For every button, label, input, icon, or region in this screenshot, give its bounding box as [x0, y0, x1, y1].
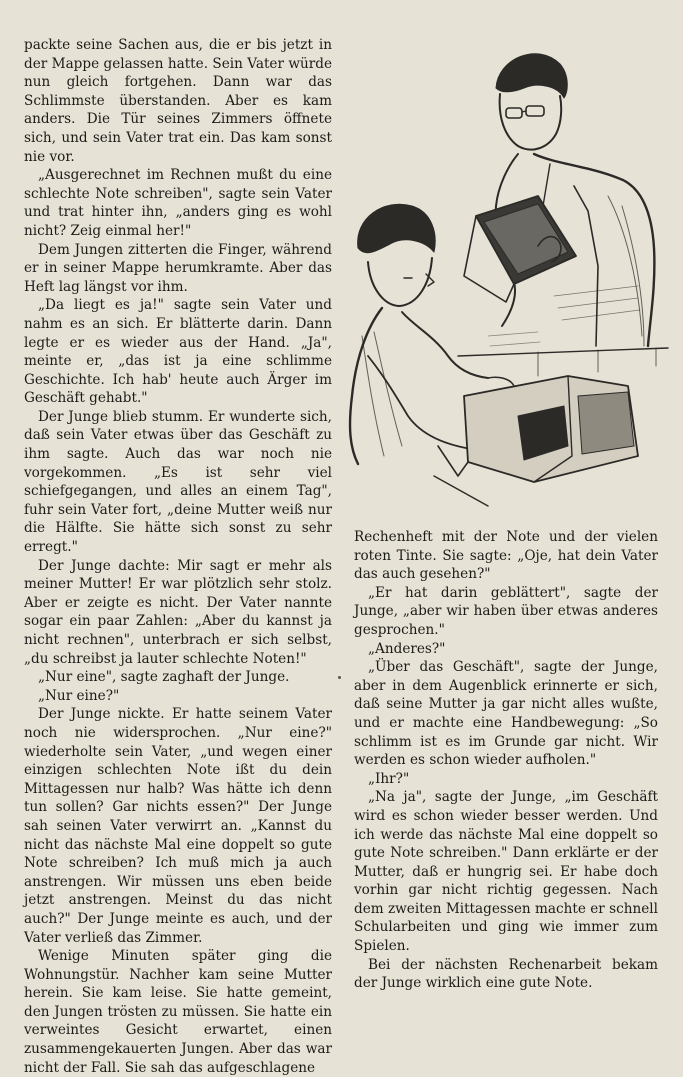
paragraph: Bei der nächsten Rechenarbeit bekam der Junge wirklich eine gute Note.: [354, 956, 658, 992]
paragraph: Der Junge blieb stumm. Er wunderte sich, daß sein Vater etwas über das Geschäft zu ihm sagte. Auch das war noch nie vorgekommen. „Es ist sehr viel schiefgegangen, und alles an einem Tag", fuhr sein Vater fort, „deine Mutter weiß nur die Hälfte. Sie hätte sich sonst zu sehr erregt.": [24, 408, 332, 556]
paragraph: „Ihr?": [368, 770, 410, 787]
paragraph: Dem Jungen zitterten die Finger, während er in seiner Mappe herumkramte. Aber das Heft lag längst vor ihm.: [24, 241, 332, 295]
left-text-column: [24, 36, 332, 1077]
paragraph: „Nur eine?": [38, 687, 120, 704]
paragraph: Wenige Minuten später ging die Wohnungstür. Nachher kam seine Mutter herein. Sie kam leise. Sie hatte gemeint, den Jungen trösten zu müssen. Sie hatte ein verweintes Gesicht erwartet, einen zusammengekauerten Jungen. Aber das war nicht der Fall. Sie sah das aufgeschlagene: [24, 948, 332, 1076]
paragraph: „Über das Geschäft", sagte der Junge, aber in dem Augenblick erinnerte er sich, daß seine Mutter ja gar nicht alles wußte, und er machte eine Handbewegung: „So schlimm ist es im Grunde gar nicht. Wir werden es schon wieder aufholen.": [354, 659, 658, 769]
paragraph: Der Junge nickte. Er hatte seinem Vater noch nie widersprochen. „Nur eine?" wiederholte sein Vater, „und wegen einer einzigen schlechten Note ißt du dein Mittagessen nur halb? Was hätte ich denn tun sollen? Gar nichts essen?" Der Junge sah seinen Vater verwirrt an. „Kannst du nicht das nächste Mal eine doppelt so gute Note schreiben? Ich muß mich ja auch anstrengen. Wir müssen uns eben beide jetzt anstrengen. Meinst du das nicht auch?" Der Junge meinte es auch, und der Vater verließ das Zimmer.: [24, 706, 332, 946]
illustration-father-and-son: [338, 36, 680, 516]
paragraph: „Nur eine", sagte zaghaft der Junge.: [38, 669, 290, 686]
paragraph: „Er hat darin geblättert", sagte der Junge, „aber wir haben über etwas anderes gesprochen.": [354, 584, 658, 638]
paragraph: „Anderes?": [368, 640, 446, 657]
right-text-column: [354, 528, 658, 993]
paragraph: packte seine Sachen aus, die er bis jetzt in der Mappe gelassen hatte. Sein Vater würde nun gleich fortgehen. Dann war das Schlimmste überstanden. Aber es kam anders. Die Tür seines Zimmers öffnete sich, und sein Vater trat ein. Das kam sonst nie vor.: [24, 37, 332, 165]
paragraph: Rechenheft mit der Note und der vielen roten Tinte. Sie sagte: „Oje, hat dein Vater das auch gesehen?": [354, 529, 658, 583]
paragraph: Der Junge dachte: Mir sagt er mehr als meiner Mutter! Er war plötzlich sehr stolz. Aber er zeigte es nicht. Der Vater nannte sogar ein paar Zahlen: „Aber du kannst ja nicht rechnen", unterbrach er sich selbst, „du schreibst ja lauter schlechte Noten!": [24, 557, 332, 667]
paragraph: „Da liegt es ja!" sagte sein Vater und nahm es an sich. Er blätterte darin. Dann legte er es wieder aus der Hand. „Ja", meinte er, „das ist ja eine schlimme Geschichte. Ich hab' heute auch Ärger im Geschäft gehabt.": [24, 297, 332, 407]
stray-mark: [338, 676, 341, 679]
paragraph: „Na ja", sagte der Junge, „im Geschäft wird es schon wieder besser werden. Und ich werde das nächste Mal eine doppelt so gute Note schreiben." Dann erklärte er der Mutter, daß er hungrig sei. Er habe doch vorhin gar nicht richtig gegessen. Nach dem zweiten Mittagessen machte er schnell Schularbeiten und ging wie immer zum Spielen.: [354, 789, 658, 955]
paragraph: „Ausgerechnet im Rechnen mußt du eine schlechte Note schreiben", sagte sein Vater und trat hinter ihn, „anders ging es wohl nicht? Zeig einmal her!": [24, 167, 332, 239]
